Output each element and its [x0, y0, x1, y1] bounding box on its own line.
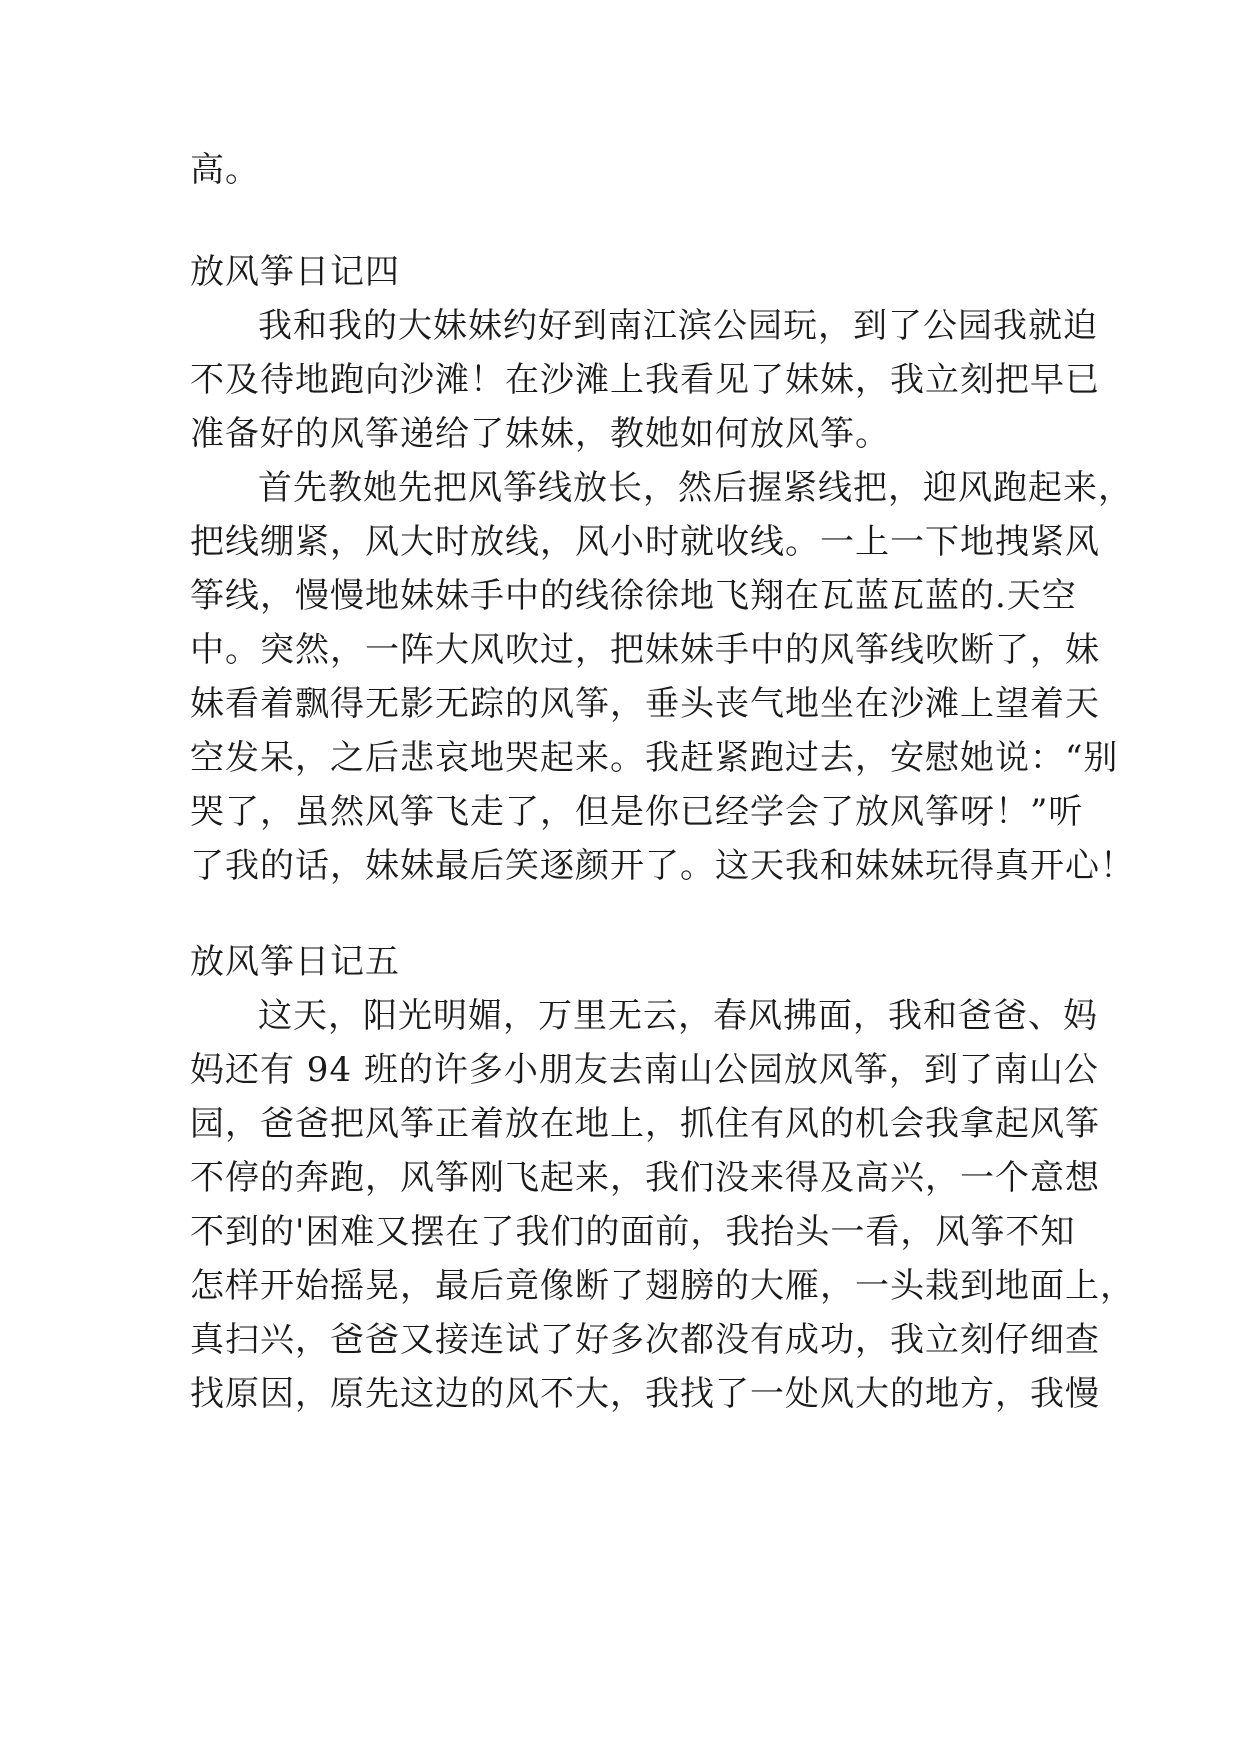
- paragraph-line: 真扫兴，爸爸又接连试了好多次都没有成功，我立刻仔细查: [190, 1320, 1100, 1360]
- paragraph-line: 不停的奔跑，风筝刚飞起来，我们没来得及高兴，一个意想: [190, 1158, 1100, 1198]
- paragraph-line: 找原因，原先这边的风不大，我找了一处风大的地方，我慢: [190, 1374, 1100, 1414]
- paragraph-line: 准备好的风筝递给了妹妹，教她如何放风筝。: [190, 414, 890, 454]
- paragraph-line: 这天，阳光明媚，万里无云，春风拂面，我和爸爸、妈: [258, 996, 1098, 1036]
- paragraph-line: 筝线，慢慢地妹妹手中的线徐徐地飞翔在瓦蓝瓦蓝的.天空: [190, 576, 1077, 616]
- paragraph-line: 中。突然，一阵大风吹过，把妹妹手中的风筝线吹断了，妹: [190, 630, 1100, 670]
- paragraph-line: 不及待地跑向沙滩！在沙滩上我看见了妹妹，我立刻把早已: [190, 360, 1100, 400]
- paragraph-line: 不到的'困难又摆在了我们的面前，我抬头一看，风筝不知: [190, 1212, 1076, 1252]
- section-title-diary-4: 放风筝日记四: [190, 252, 400, 292]
- section-title-diary-5: 放风筝日记五: [190, 942, 400, 982]
- paragraph-line: 空发呆，之后悲哀地哭起来。我赶紧跑过去，安慰她说：“别: [190, 738, 1119, 778]
- paragraph-line: 了我的话，妹妹最后笑逐颜开了。这天我和妹妹玩得真开心！: [190, 846, 1135, 886]
- paragraph-line: 妹看着飘得无影无踪的风筝，垂头丧气地坐在沙滩上望着天: [190, 684, 1100, 724]
- top-fragment: 高。: [190, 150, 260, 190]
- paragraph-line: 园，爸爸把风筝正着放在地上，抓住有风的机会我拿起风筝: [190, 1104, 1100, 1144]
- paragraph-line: 首先教她先把风筝线放长，然后握紧线把，迎风跑起来，: [258, 468, 1133, 508]
- paragraph-line: 把线绷紧，风大时放线，风小时就收线。一上一下地拽紧风: [190, 522, 1100, 562]
- paragraph-line: 妈还有 94 班的许多小朋友去南山公园放风筝，到了南山公: [190, 1050, 1099, 1090]
- paragraph-line: 怎样开始摇晃，最后竟像断了翅膀的大雁，一头栽到地面上，: [190, 1266, 1135, 1306]
- paragraph-line: 我和我的大妹妹约好到南江滨公园玩，到了公园我就迫: [258, 306, 1098, 346]
- paragraph-line: 哭了，虽然风筝飞走了，但是你已经学会了放风筝呀！”听: [190, 792, 1084, 832]
